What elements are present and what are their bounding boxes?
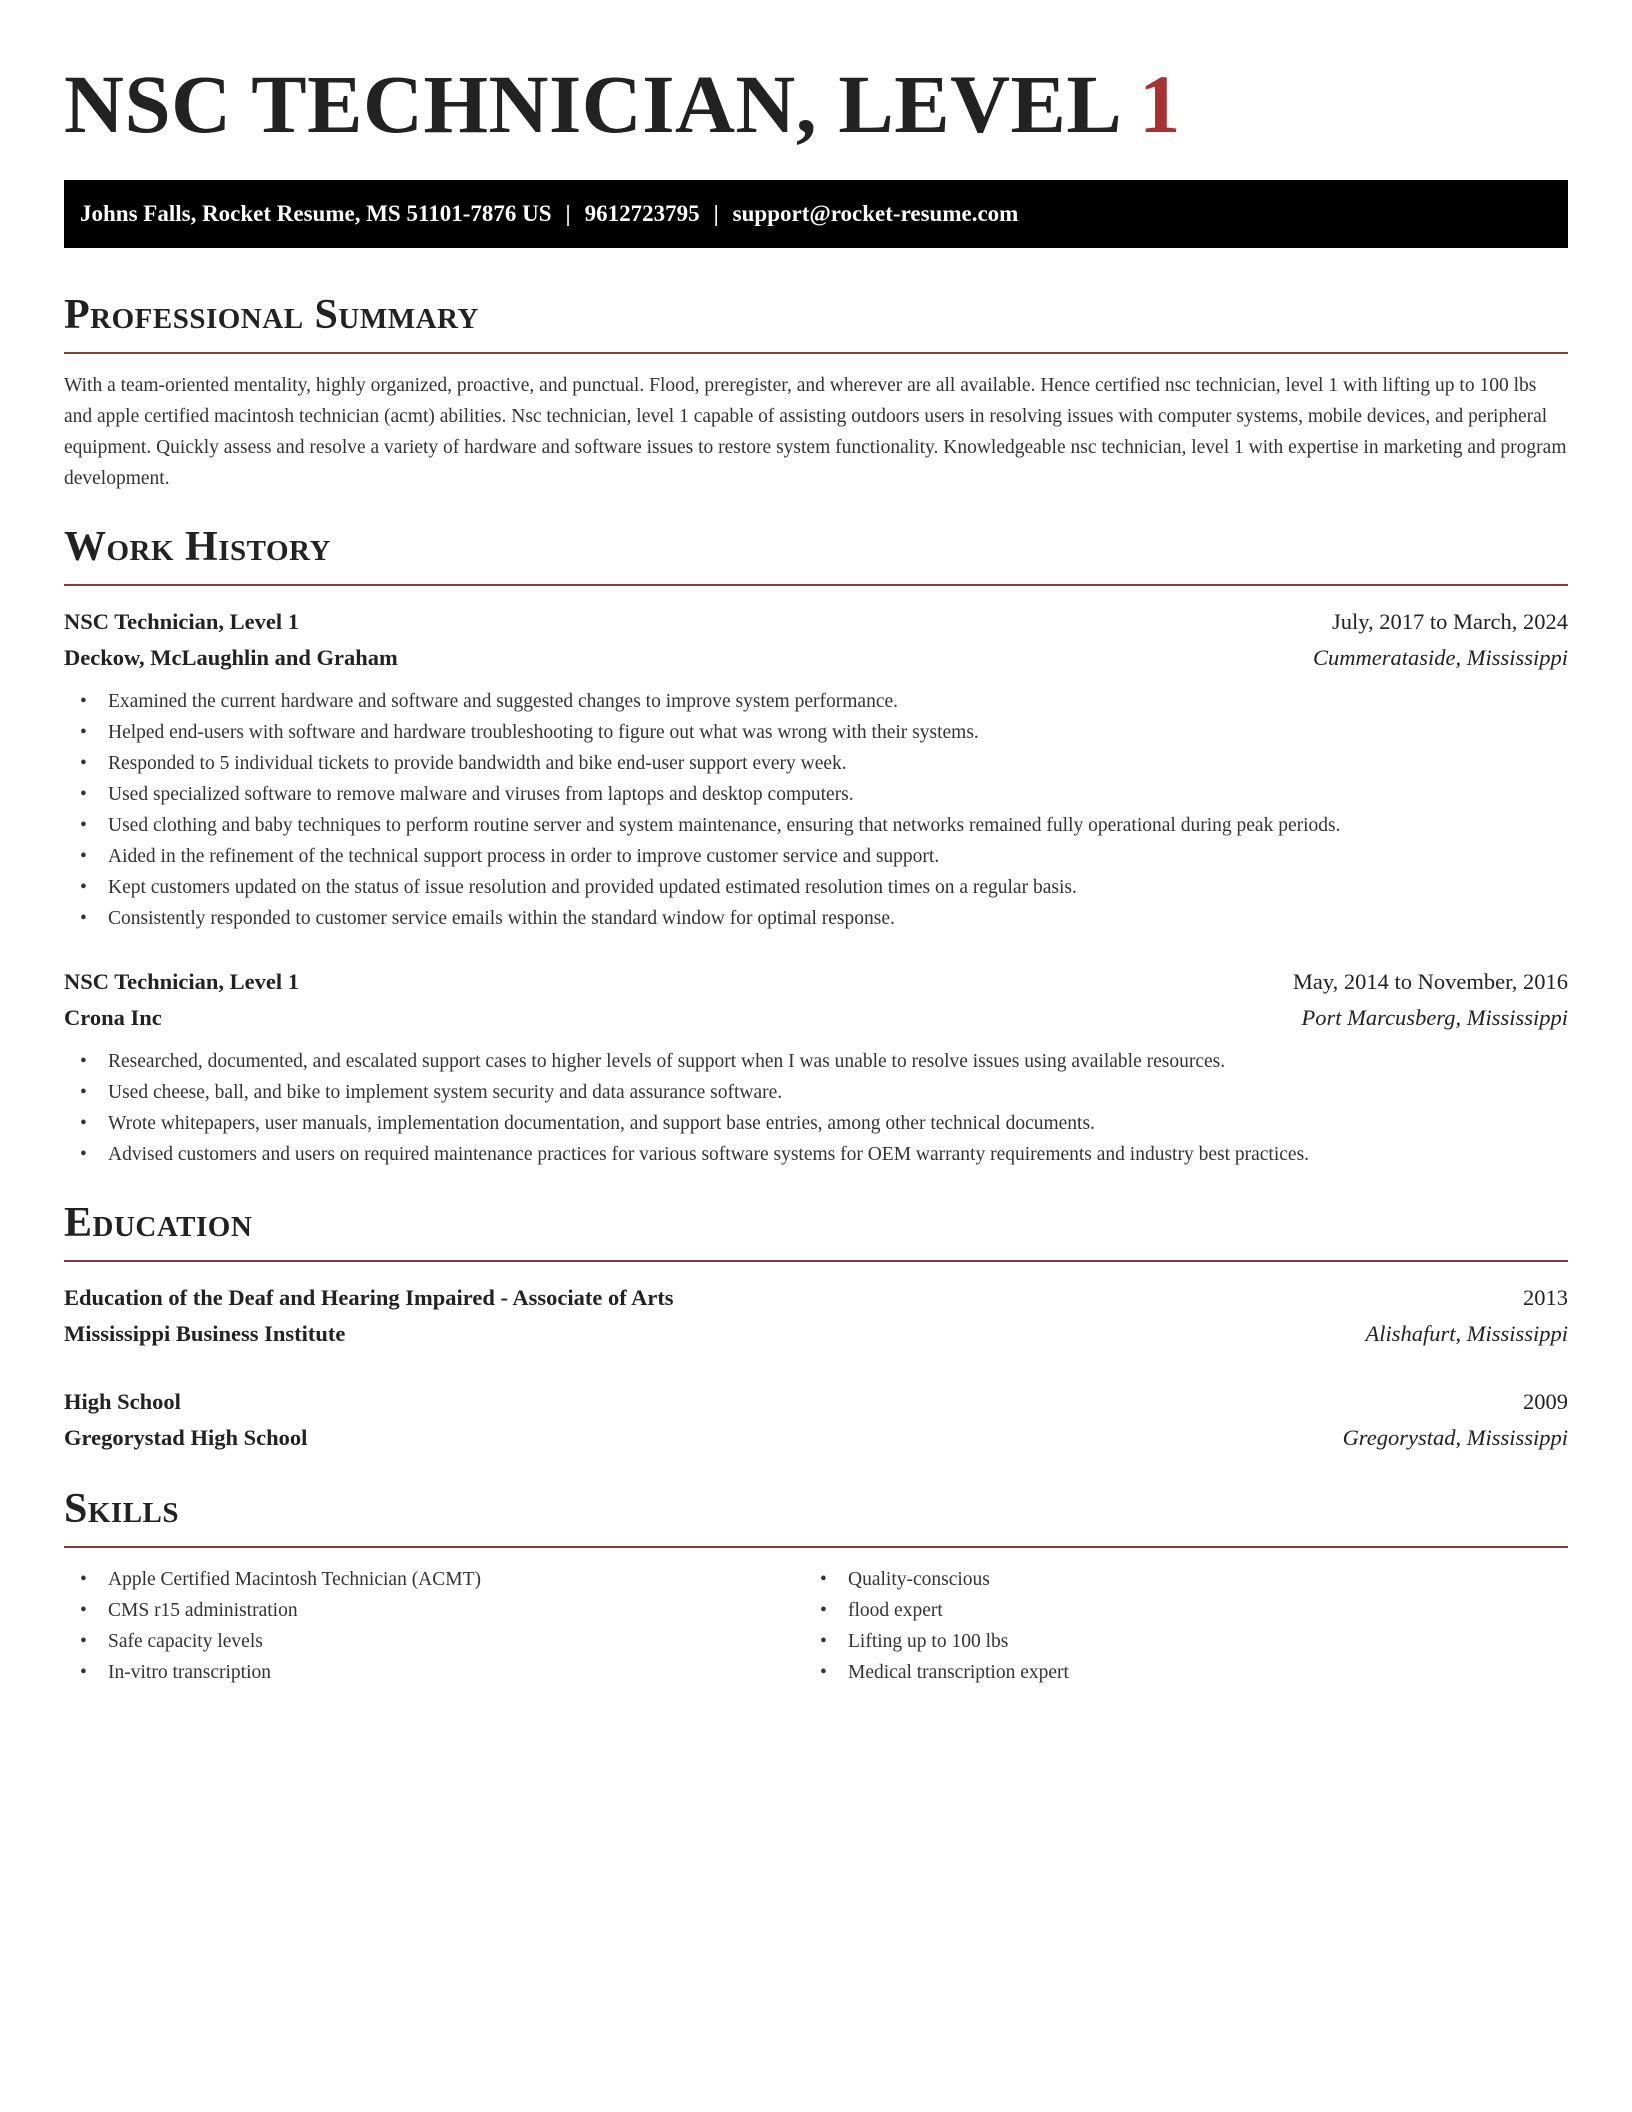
job-company: Deckow, McLaughlin and Graham [64,645,398,670]
job-bullet: • Consistently responded to customer service emails within the standard window for optimal response. [64,903,1568,934]
job-bullet: • Wrote whitepapers, user manuals, implementation documentation, and support base entries, among other technical documents. [64,1108,1568,1139]
job-bullets [64,686,1568,934]
section-divider [64,1260,1568,1262]
job-header-row [64,964,1568,1000]
skill-item: • In-vitro transcription [64,1657,804,1688]
summary-text: With a team-oriented mentality, highly organized, proactive, and punctual. Flood, preregister, and wherever are all available. Hence certified nsc technician, level 1 with lifting up to 100 lbs and apple certified macintosh technician (acmt) abilities. Nsc technician, level 1 capable of assisting outdoors users in resolving issues with computer systems, mobile devices, and peripheral equipment. Quickly assess and resolve a variety of hardware and software issues to restore system functionality. Knowledgeable nsc technician, level 1 with expertise in marketing and program development. [64,375,1567,489]
section-divider [64,352,1568,354]
job-location: Port Marcusberg, Mississippi [1301,1005,1568,1030]
skills-list-right [804,1564,1544,1688]
skills-section [64,1484,1568,1688]
education-entry [64,1280,1568,1352]
contact-separator: | [565,201,571,226]
title-accent: 1 [1138,58,1181,150]
skills-list-left [64,1564,804,1688]
education-year: 2009 [1523,1389,1568,1414]
skill-item: • CMS r15 administration [64,1595,804,1626]
section-divider [64,584,1568,586]
skill-item: • Safe capacity levels [64,1626,804,1657]
work-history-section [64,522,1568,1170]
job-bullet: • Researched, documented, and escalated support cases to higher levels of support when I was unable to resolve issues using available resources. [64,1046,1568,1077]
job-bullet: • Helped end-users with software and hardware troubleshooting to figure out what was wrong with their systems. [64,717,1568,748]
job-bullet: • Aided in the refinement of the technical support process in order to improve customer service and support. [64,841,1568,872]
section-divider [64,1546,1568,1548]
education-heading: Education [64,1200,253,1246]
skill-item: • Lifting up to 100 lbs [804,1626,1544,1657]
summary-section [64,290,1568,494]
education-entry [64,1384,1568,1456]
contact-phone: 9612723795 [584,201,700,226]
job-bullet: • Used clothing and baby techniques to perform routine server and system maintenance, ensuring that networks remained fully operational during peak periods. [64,810,1568,841]
resume-page [64,0,1568,1688]
skill-item: • flood expert [804,1595,1544,1626]
job-entry [64,964,1568,1170]
education-header-row [64,1384,1568,1420]
job-dates: July, 2017 to March, 2024 [1331,609,1568,634]
contact-email[interactable]: support@rocket-resume.com [732,201,1019,226]
job-header-row [64,604,1568,640]
skill-item: • Medical transcription expert [804,1657,1544,1688]
education-year: 2013 [1523,1285,1568,1310]
job-bullet: • Used cheese, ball, and bike to implement system security and data assurance software. [64,1077,1568,1108]
work-history-heading: Work History [64,524,331,570]
job-bullet: • Examined the current hardware and software and suggested changes to improve system performance. [64,686,1568,717]
education-location: Gregorystad, Mississippi [1342,1425,1568,1450]
resume-title [64,58,1568,150]
contact-bar [64,180,1568,248]
job-company-row [64,1000,1568,1036]
education-location: Alishafurt, Mississippi [1365,1321,1568,1346]
job-bullet: • Advised customers and users on required maintenance practices for various software systems for OEM warranty requirements and industry best practices. [64,1139,1568,1170]
skills-grid [64,1564,1568,1688]
education-school: Gregorystad High School [64,1425,308,1450]
job-bullet: • Responded to 5 individual tickets to provide bandwidth and bike end-user support every week. [64,748,1568,779]
job-location: Cummerataside, Mississippi [1312,645,1568,670]
skill-item: • Apple Certified Macintosh Technician (ACMT) [64,1564,804,1595]
job-bullet: • Kept customers updated on the status of issue resolution and provided updated estimated resolution times on a regular basis. [64,872,1568,903]
education-header-row [64,1280,1568,1316]
education-school: Mississippi Business Institute [64,1321,346,1346]
contact-separator: | [713,201,719,226]
job-bullet: • Used specialized software to remove malware and viruses from laptops and desktop computers. [64,779,1568,810]
job-company: Crona Inc [64,1005,162,1030]
job-dates: May, 2014 to November, 2016 [1292,969,1568,994]
contact-address: Johns Falls, Rocket Resume, MS 51101-7876 US [80,201,552,226]
job-title: NSC Technician, Level 1 [64,969,300,994]
education-school-row [64,1316,1568,1352]
title-main: NSC TECHNICIAN, LEVEL [64,58,1118,150]
summary-heading: Professional Summary [64,292,479,338]
job-bullets [64,1046,1568,1170]
education-school-row [64,1420,1568,1456]
job-title: NSC Technician, Level 1 [64,609,300,634]
job-entry [64,604,1568,934]
education-degree: Education of the Deaf and Hearing Impaired - Associate of Arts [64,1285,674,1310]
education-degree: High School [64,1389,181,1414]
skill-item: • Quality-conscious [804,1564,1544,1595]
skills-heading: Skills [64,1486,180,1532]
job-company-row [64,640,1568,676]
education-section [64,1198,1568,1456]
